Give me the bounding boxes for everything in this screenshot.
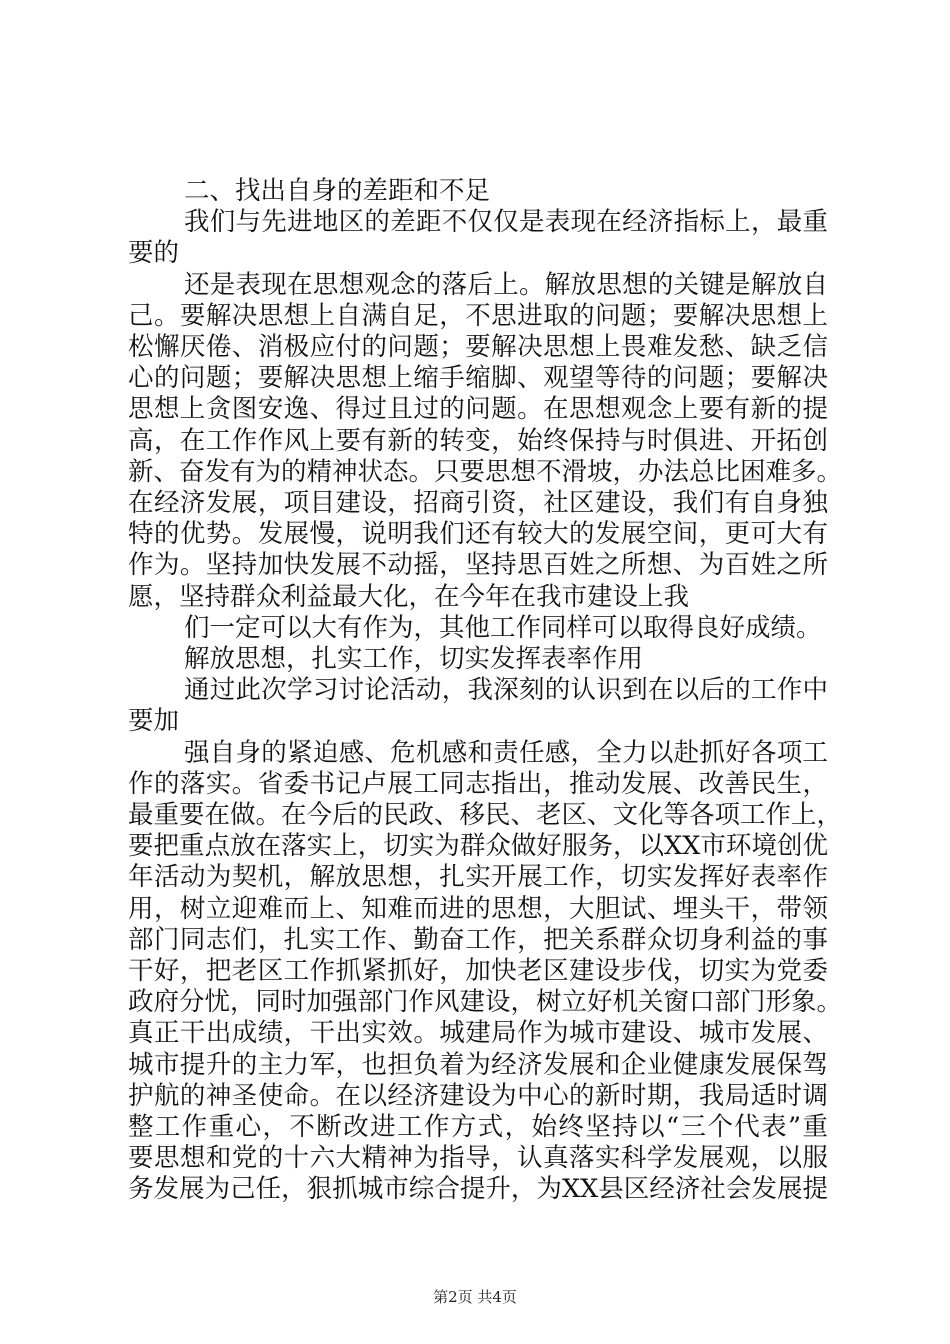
text-line: 特的优势。发展慢，说明我们还有较大的发展空间，更可大有: [128, 519, 828, 550]
text-line: 作为。坚持加快发展不动摇，坚持思百姓之所想、为百姓之所: [128, 550, 828, 581]
text-line: 年活动为契机，解放思想，扎实开展工作，切实发挥好表率作: [128, 862, 828, 893]
text-line: 二、找出自身的差距和不足: [184, 176, 491, 206]
text-line: 最重要在做。在今后的民政、移民、老区、文化等各项工作上，: [128, 800, 843, 830]
text-line: 城市提升的主力军，也担负着为经济发展和企业健康发展保驾: [128, 1049, 828, 1080]
text-line: 整工作重心，不断改进工作方式，始终坚持以“三个代表”重: [128, 1112, 828, 1142]
text-line: 护航的神圣使命。在以经济建设为中心的新时期，我局适时调: [128, 1080, 828, 1111]
text-line: 解放思想，扎实工作，切实发挥表率作用: [184, 644, 644, 674]
text-line: 松懈厌倦、消极应付的问题；要解决思想上畏难发愁、缺乏信: [128, 332, 828, 362]
text-line: 干好，把老区工作抓紧抓好，加快老区建设步伐，切实为党委: [128, 956, 828, 986]
text-line: 在经济发展，项目建设，招商引资，社区建设，我们有自身独: [128, 488, 828, 518]
text-line: 部门同志们，扎实工作、勤奋工作，把关系群众切身利益的事: [128, 924, 828, 955]
page-footer: 第2页 共4页: [433, 1288, 517, 1306]
text-line: 高，在工作作风上要有新的转变，始终保持与时俱进、开拓创: [128, 425, 828, 456]
text-line: 己。要解决思想上自满自足，不思进取的问题；要解决思想上: [128, 300, 828, 331]
text-line: 作的落实。省委书记卢展工同志指出，推动发展、改善民生，: [128, 768, 828, 799]
text-line: 通过此次学习讨论活动，我深刻的认识到在以后的工作中: [184, 675, 828, 706]
text-line: 新、奋发有为的精神状态。只要思想不滑坡，办法总比困难多。: [128, 456, 843, 487]
text-line: 要加: [128, 706, 180, 737]
text-line: 政府分忧，同时加强部门作风建设，树立好机关窗口部门形象。: [128, 987, 843, 1018]
text-line: 强自身的紧迫感、危机感和责任感，全力以赴抓好各项工: [184, 737, 828, 768]
text-line: 思想上贪图安逸、得过且过的问题。在思想观念上要有新的提: [128, 394, 828, 425]
text-line: 还是表现在思想观念的落后上。解放思想的关键是解放自: [184, 269, 828, 300]
text-line: 要把重点放在落实上，切实为群众做好服务，以XX市环境创优: [128, 831, 828, 862]
text-line: 用，树立迎难而上、知难而进的思想，大胆试、埋头干，带领: [128, 893, 828, 924]
text-line: 们一定可以大有作为，其他工作同样可以取得良好成绩。: [184, 612, 822, 643]
text-line: 真正干出成绩，干出实效。城建局作为城市建设、城市发展、: [128, 1018, 828, 1049]
text-line: 愿，坚持群众利益最大化，在今年在我市建设上我: [128, 581, 690, 612]
text-line: 要的: [128, 238, 180, 269]
text-line: 要思想和党的十六大精神为指导，认真落实科学发展观，以服: [128, 1143, 828, 1174]
text-line: 我们与先进地区的差距不仅仅是表现在经济指标上，最重: [184, 207, 828, 238]
text-line: 务发展为己任，狠抓城市综合提升，为XX县区经济社会发展提: [128, 1174, 828, 1205]
text-line: 心的问题；要解决思想上缩手缩脚、观望等待的问题；要解决: [128, 363, 828, 394]
